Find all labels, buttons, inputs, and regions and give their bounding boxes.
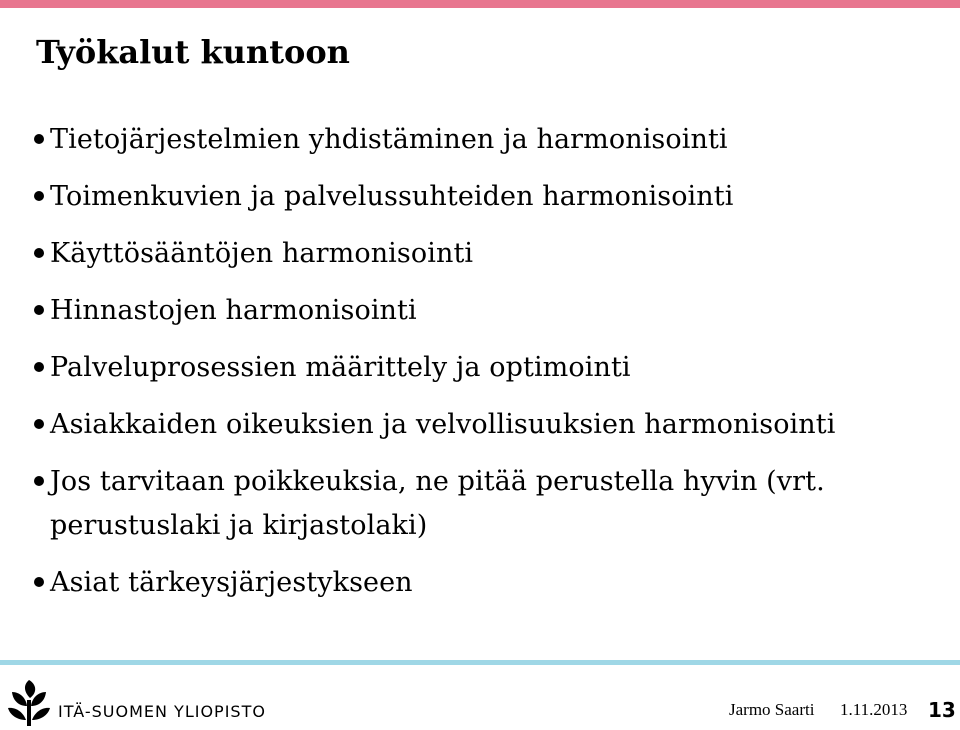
bullet-dot-icon: [34, 362, 44, 372]
bullet-text: Asiakkaiden oikeuksien ja velvollisuuksien harmonisointi: [50, 409, 836, 440]
bullet-dot-icon: [34, 134, 44, 144]
bullet-item: [36, 346, 946, 390]
bullet-text: Käyttösääntöjen harmonisointi: [50, 238, 474, 269]
bullet-dot-icon: [34, 577, 44, 587]
bullet-text: Toimenkuvien ja palvelussuhteiden harmonisointi: [50, 181, 734, 212]
university-logo-icon: [6, 676, 52, 728]
bullet-text: Tietojärjestelmien yhdistäminen ja harmonisointi: [50, 124, 728, 155]
bullet-item: [36, 232, 946, 276]
top-accent-bar: [0, 0, 960, 8]
bullet-dot-icon: [34, 476, 44, 486]
slide-number: 13: [928, 698, 956, 722]
bullet-text: Palveluprosessien määrittely ja optimointi: [50, 352, 631, 383]
footer-date: 1.11.2013: [840, 700, 908, 719]
footer-divider: [0, 660, 960, 665]
bullet-item: [36, 289, 946, 333]
bullet-item: [36, 561, 946, 605]
bullet-text: Hinnastojen harmonisointi: [50, 295, 417, 326]
bullet-dot-icon: [34, 419, 44, 429]
bullet-dot-icon: [34, 248, 44, 258]
bullet-dot-icon: [34, 191, 44, 201]
bullet-item: [36, 175, 946, 219]
bullet-dot-icon: [34, 305, 44, 315]
footer-author: Jarmo Saarti: [729, 700, 815, 719]
bullet-text: Asiat tärkeysjärjestykseen: [50, 567, 413, 598]
bullet-item: [36, 460, 946, 548]
slide-title: Työkalut kuntoon: [36, 33, 350, 71]
university-name: ITÄ-SUOMEN YLIOPISTO: [58, 702, 266, 721]
bullet-item: [36, 403, 946, 447]
bullet-list: [36, 118, 946, 618]
bullet-item: [36, 118, 946, 162]
bullet-text: Jos tarvitaan poikkeuksia, ne pitää perustella hyvin (vrt. perustuslaki ja kirjastolaki): [50, 466, 825, 541]
